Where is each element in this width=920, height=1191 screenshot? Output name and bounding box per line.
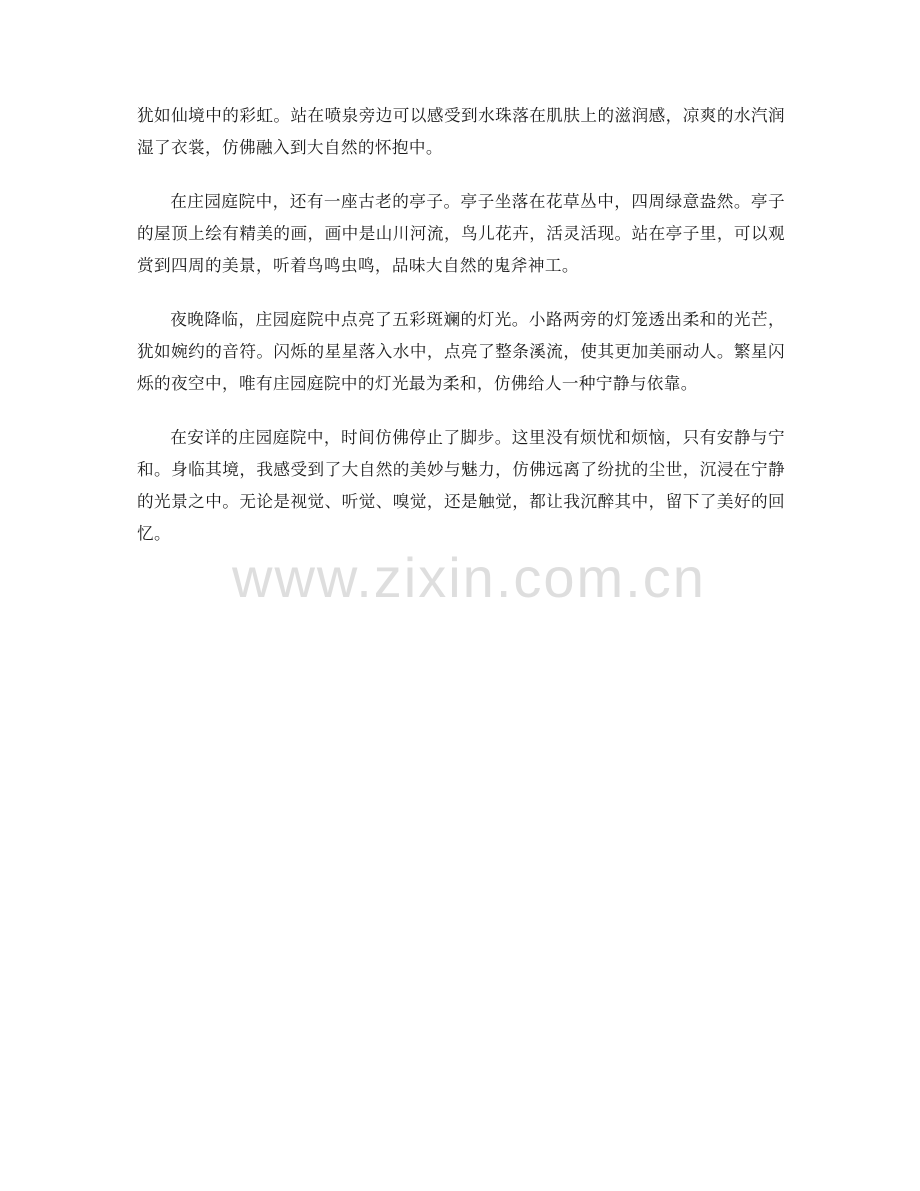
paragraph-2: 在庄园庭院中，还有一座古老的亭子。亭子坐落在花草丛中，四周绿意盎然。亭子的屋顶上绘有精美的画，画中是山川河流，鸟儿花卉，活灵活现。站在亭子里，可以观赏到四周的美景，听着鸟鸣虫鸣，品味大自然的鬼斧神工。	[137, 192, 785, 275]
paragraph-3: 夜晚降临，庄园庭院中点亮了五彩斑斓的灯光。小路两旁的灯笼透出柔和的光芒，犹如婉约的音符。闪烁的星星落入水中，点亮了整条溪流，使其更加美丽动人。繁星闪烁的夜空中，唯有庄园庭院中的灯光最为柔和，仿佛给人一种宁静与依靠。	[137, 310, 785, 393]
paragraph-1: 犹如仙境中的彩虹。站在喷泉旁边可以感受到水珠落在肌肤上的滋润感，凉爽的水汽润湿了衣裳，仿佛融入到大自然的怀抱中。	[137, 106, 785, 157]
document-body	[137, 100, 785, 572]
watermark-text: www.zixin.com.cn	[232, 546, 706, 609]
paragraph-4: 在安详的庄园庭院中，时间仿佛停止了脚步。这里没有烦忧和烦恼，只有安静与宁和。身临其境，我感受到了大自然的美妙与魅力，仿佛远离了纷扰的尘世，沉浸在宁静的光景之中。无论是视觉、听觉、嗅觉，还是触觉，都让我沉醉其中，留下了美好的回忆。	[137, 428, 785, 543]
